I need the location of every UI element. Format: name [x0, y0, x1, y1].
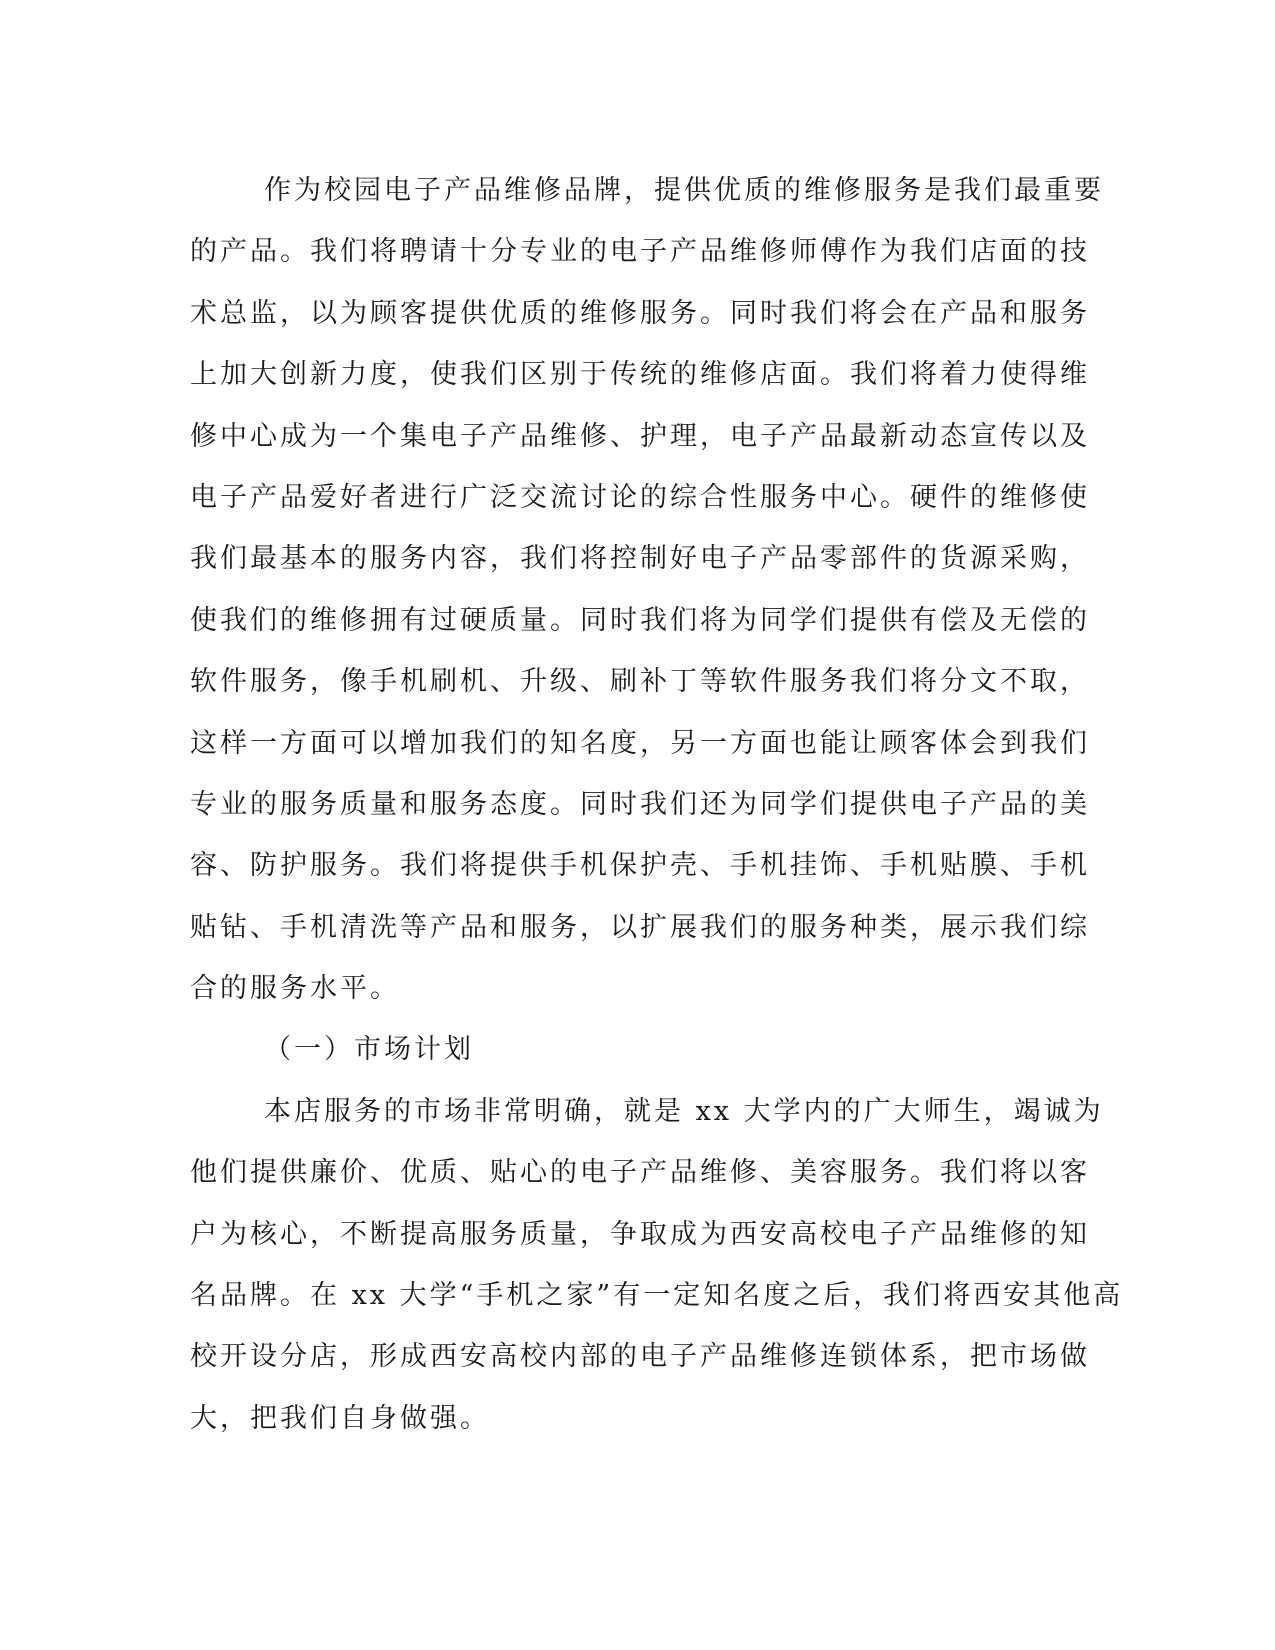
paragraph-line: 软件服务，像手机刷机、升级、刷补丁等软件服务我们将分文不取， — [190, 666, 1090, 698]
paragraph-line: 使我们的维修拥有过硬质量。同时我们将为同学们提供有偿及无偿的 — [190, 604, 1090, 636]
paragraph-line: 本店服务的市场非常明确，就是 xx 大学内的广大师生，竭诚为 — [264, 1095, 1104, 1127]
paragraph-line: 大，把我们自身做强。 — [190, 1402, 490, 1434]
paragraph-line: 作为校园电子产品维修品牌，提供优质的维修服务是我们最重要 — [264, 175, 1104, 206]
paragraph-line: 的产品。我们将聘请十分专业的电子产品维修师傅作为我们店面的技 — [190, 236, 1090, 268]
paragraph-line: 容、防护服务。我们将提供手机保护壳、手机挂饰、手机贴膜、手机 — [190, 850, 1090, 882]
paragraph-line: 合的服务水平。 — [190, 973, 400, 1005]
paragraph-line: 专业的服务质量和服务态度。同时我们还为同学们提供电子产品的美 — [190, 788, 1090, 820]
paragraph-line: 这样一方面可以增加我们的知名度，另一方面也能让顾客体会到我们 — [190, 727, 1090, 759]
paragraph-line: 户为核心，不断提高服务质量，争取成为西安高校电子产品维修的知 — [190, 1218, 1090, 1250]
paragraph-line: 术总监，以为顾客提供优质的维修服务。同时我们将会在产品和服务 — [190, 297, 1090, 329]
document-body — [190, 160, 1124, 1449]
paragraph-line: 他们提供廉价、优质、贴心的电子产品维修、美容服务。我们将以客 — [190, 1157, 1090, 1189]
paragraph-line: 贴钻、手机清洗等产品和服务，以扩展我们的服务种类，展示我们综 — [190, 911, 1090, 943]
section-heading: （一）市场计划 — [264, 1034, 474, 1066]
paragraph-line: 我们最基本的服务内容，我们将控制好电子产品零部件的货源采购， — [190, 543, 1090, 575]
paragraph-line: 名品牌。在 xx 大学“手机之家”有一定知名度之后，我们将西安其他高 — [190, 1280, 1124, 1312]
paragraph-line: 上加大创新力度，使我们区别于传统的维修店面。我们将着力使得维 — [190, 359, 1090, 391]
paragraph-service — [190, 160, 1104, 1019]
paragraph-line: 修中心成为一个集电子产品维修、护理，电子产品最新动态宣传以及 — [190, 420, 1090, 452]
paragraph-market — [190, 1081, 1124, 1449]
paragraph-line: 电子产品爱好者进行广泛交流讨论的综合性服务中心。硬件的维修使 — [190, 481, 1090, 513]
paragraph-line: 校开设分店，形成西安高校内部的电子产品维修连锁体系，把市场做 — [190, 1341, 1090, 1373]
